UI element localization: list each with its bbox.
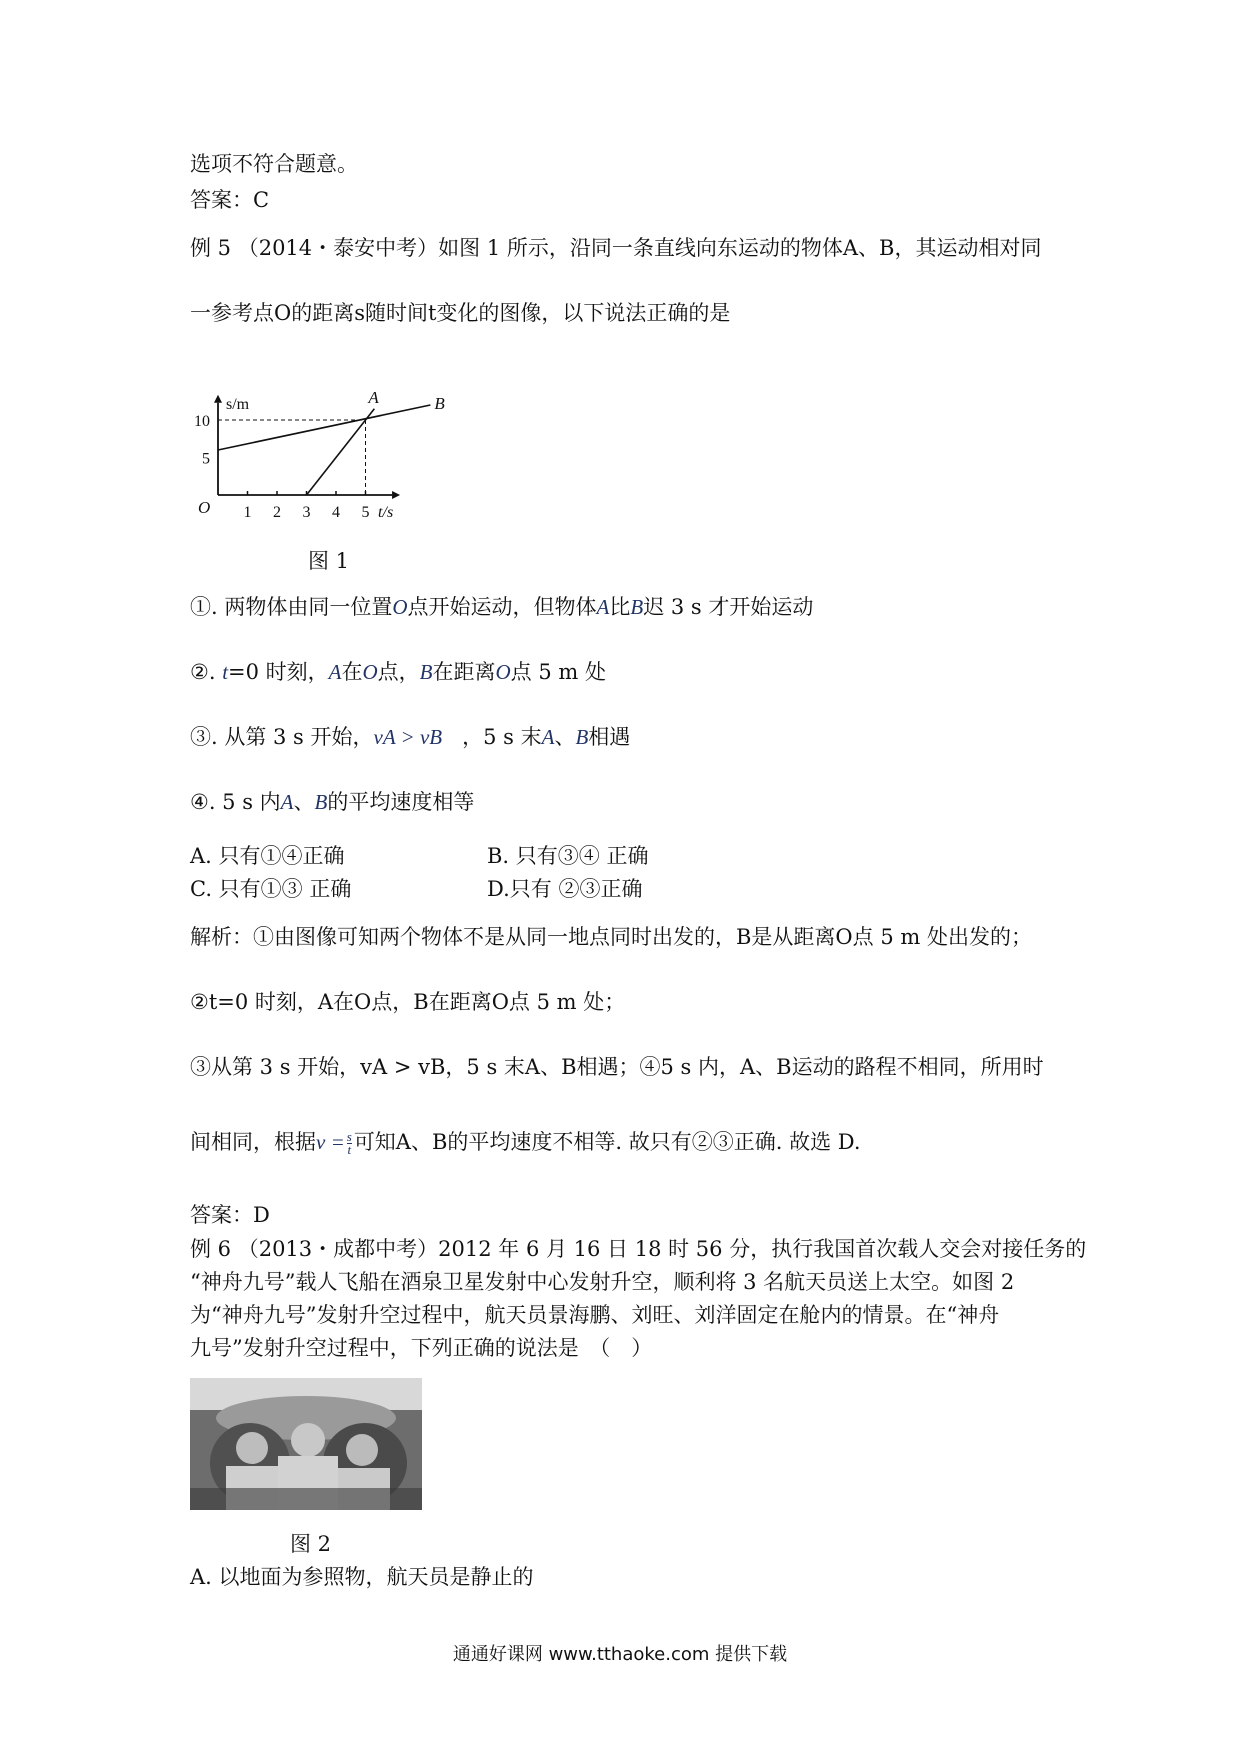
answer-d: 答案：D [190, 1203, 270, 1227]
series-line-B [218, 405, 430, 450]
figure2-photo [190, 1378, 422, 1510]
example6-line3: 为“神舟九号”发射升空过程中，航天员景海鹏、刘旺、刘洋固定在舱内的情景。在“神舟 [190, 1303, 1000, 1327]
analysis-line1: 解析：①由图像可知两个物体不是从同一地点同时出发的，B是从距离O点 5 m 处出发的； [190, 925, 1032, 949]
footer: 通通好课网 www.tthaoke.com 提供下载 [452, 1644, 788, 1665]
y-tick-label: 10 [194, 413, 210, 430]
option-c: C. 只有①③ 正确 [190, 877, 352, 901]
statement-4: ④. 5 s 内A、B的平均速度相等 [190, 790, 475, 814]
y-axis-arrow [214, 395, 222, 403]
statement-1: ①. 两物体由同一位置O点开始运动，但物体A比B迟 3 s 才开始运动 [190, 595, 814, 619]
x-tick-label: 2 [273, 504, 281, 521]
figure1-chart [185, 360, 465, 530]
y-axis-label: s/m [226, 395, 250, 413]
y-tick-label: 5 [202, 450, 210, 468]
analysis-line4: 间相同，根据v = $\frac{s}{t}$ 可知A、B的平均速度不相等. 故只有②③正确. 故选 D. [190, 1129, 861, 1157]
x-tick-label: 4 [332, 504, 340, 521]
example5-line1: 例 5 （2014・泰安中考）如图 1 所示，沿同一条直线向东运动的物体A、B，其运动相对同 [190, 236, 1042, 260]
option-d: D.只有 ②③正确 [487, 877, 643, 901]
x-axis-label: t/s [378, 504, 394, 521]
example6-line1: 例 6 （2013・成都中考）2012 年 6 月 16 日 18 时 56 分，执行我国首次载人交会对接任务的 [190, 1237, 1087, 1261]
option-b: B. 只有③④ 正确 [487, 844, 649, 868]
statement-3: ③. 从第 3 s 开始，vA > vB ，5 s 末A、B相遇 [190, 725, 631, 749]
answer-line: 答案：C [190, 188, 270, 212]
series-label-A: A [368, 387, 379, 407]
series-label-B: B [434, 394, 445, 413]
statement-2: ②. t=0 时刻，A在O点，B在距离O点 5 m 处 [190, 660, 606, 684]
x-tick-label: 3 [302, 504, 311, 521]
figure2-caption: 图 2 [290, 1532, 332, 1556]
x-tick-label: 5 [361, 504, 370, 521]
text-line: 选项不符合题意。 [190, 152, 358, 176]
analysis-line2: ②t=0 时刻，A在O点，B在距离O点 5 m 处； [190, 990, 626, 1014]
origin-label: O [198, 498, 211, 517]
x-tick-label: 1 [243, 504, 252, 521]
example6-line4: 九号”发射升空过程中，下列正确的说法是 （ ） [190, 1336, 653, 1360]
example5-line2: 一参考点O的距离s随时间t变化的图像，以下说法正确的是 [190, 301, 731, 325]
analysis-line3: ③从第 3 s 开始，vA > vB，5 s 末A、B相遇；④5 s 内，A、B运动的路程不相同，所用时 [190, 1055, 1044, 1079]
example6-option-a: A. 以地面为参照物，航天员是静止的 [190, 1565, 534, 1589]
example6-line2: “神舟九号”载人飞船在酒泉卫星发射中心发射升空，顺利将 3 名航天员送上太空。如图 2 [190, 1270, 1015, 1294]
option-a: A. 只有①④正确 [190, 844, 345, 868]
series-line-A [307, 409, 375, 495]
fraction-s-over-t: $\frac{s}{t}$ [346, 1129, 352, 1157]
x-axis-arrow [392, 491, 400, 499]
figure1-caption: 图 1 [308, 549, 350, 573]
